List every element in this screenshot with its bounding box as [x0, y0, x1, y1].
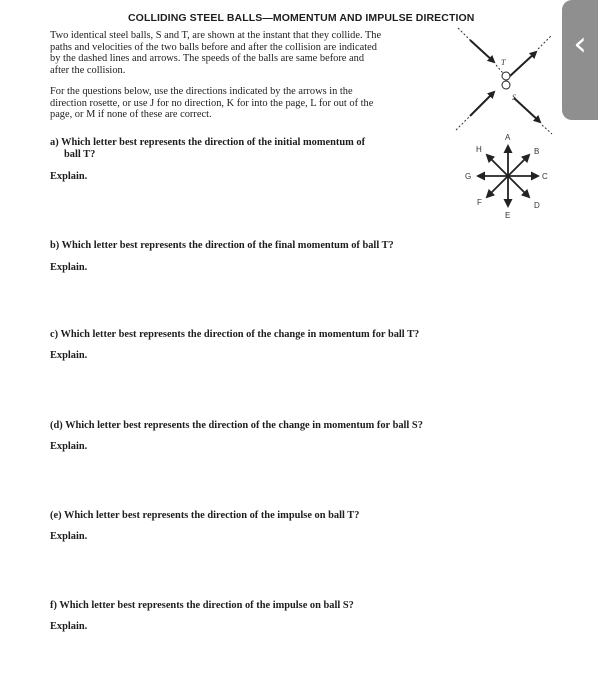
- intro-paragraph: [50, 30, 445, 76]
- collision-diagram: [448, 18, 563, 143]
- rosette-label-f: F: [477, 198, 482, 207]
- question-e: (e) Which letter best represents the direction of the impulse on ball T?: [50, 510, 360, 521]
- explain-label: Explain.: [50, 621, 88, 632]
- path-t-incoming: [458, 28, 470, 40]
- explain-label: Explain.: [50, 350, 88, 361]
- intro-line: Two identical steel balls, S and T, are shown at the instant that they collide. The: [50, 30, 382, 41]
- question-b: b) Which letter best represents the direction of the final momentum of ball T?: [50, 240, 394, 251]
- explain-label: Explain.: [50, 262, 88, 273]
- arrow-s-initial: [470, 92, 494, 116]
- rosette-label-d: D: [534, 201, 540, 210]
- rosette-arrow-d: [508, 176, 529, 197]
- explain-label: Explain.: [50, 531, 88, 542]
- question-f: f) Which letter best represents the direction of the impulse on ball S?: [50, 600, 354, 611]
- rosette-label-a: A: [505, 133, 511, 142]
- rosette-arrow-b: [508, 155, 529, 176]
- rosette-label-h: H: [476, 145, 482, 154]
- ball-s: [502, 81, 510, 89]
- ball-t: [502, 72, 510, 80]
- question-text: ball T?: [64, 149, 96, 160]
- instructions-line: page, or M if none of these are correct.: [50, 109, 212, 120]
- question-a: [50, 137, 430, 161]
- rosette-arrow-h: [487, 155, 508, 176]
- rosette-label-g: G: [465, 172, 472, 181]
- chevron-left-icon[interactable]: ‹: [573, 24, 587, 64]
- instructions-paragraph: [50, 86, 445, 121]
- ball-s-label: S: [512, 93, 516, 102]
- path-t-outgoing: [538, 35, 552, 49]
- question-d: (d) Which letter best represents the direction of the change in momentum for ball S?: [50, 420, 423, 431]
- worksheet-title: COLLIDING STEEL BALLS—MOMENTUM AND IMPULSE DIRECTION: [128, 12, 475, 24]
- arrow-t-initial: [470, 40, 494, 62]
- ball-t-label: T: [501, 58, 506, 67]
- explain-label: Explain.: [50, 441, 88, 452]
- rosette-label-e: E: [505, 211, 511, 220]
- explain-label: Explain.: [50, 171, 88, 182]
- question-text: a) Which letter best represents the direction of the initial momentum of: [50, 137, 366, 148]
- arrow-t-final: [510, 52, 536, 76]
- rosette-arrow-f: [487, 176, 508, 197]
- rosette-label-c: C: [542, 172, 548, 181]
- instructions-line: direction rosette, or use J for no direction, K for into the page, L for out of the: [50, 97, 374, 109]
- arrow-s-final: [514, 98, 540, 122]
- direction-rosette: [460, 128, 555, 223]
- question-c: c) Which letter best represents the direction of the change in momentum for ball T?: [50, 329, 420, 340]
- rosette-label-b: B: [534, 147, 540, 156]
- side-panel-tab[interactable]: [562, 0, 598, 120]
- intro-line: by the dashed lines and arrows. The speeds of the balls are same before and: [50, 53, 365, 64]
- intro-line: paths and velocities of the two balls before and after the collision are indicated: [50, 41, 377, 53]
- intro-line: after the collision.: [50, 64, 126, 76]
- instructions-line: For the questions below, use the directions indicated by the arrows in the: [50, 86, 353, 97]
